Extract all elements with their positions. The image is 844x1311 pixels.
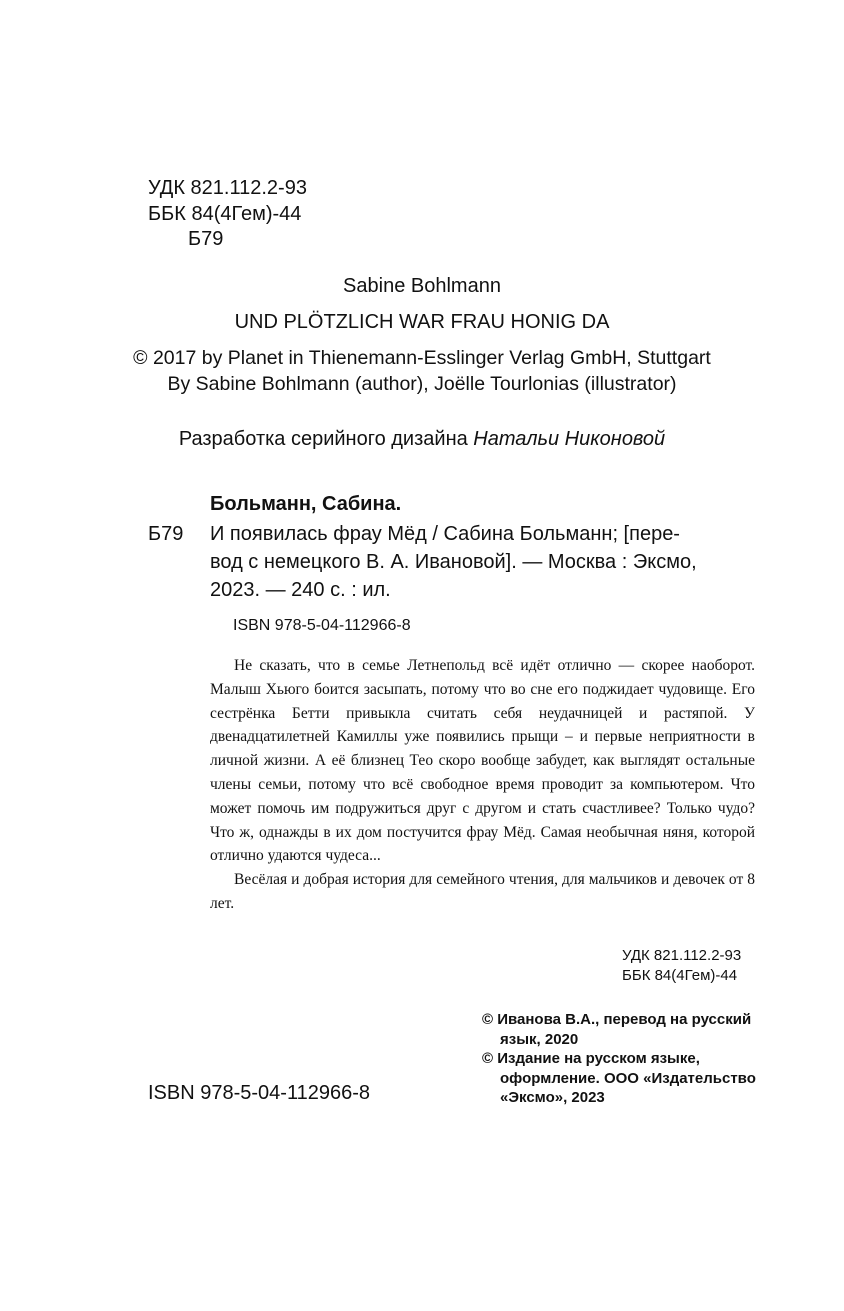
udk-code: УДК 821.112.2-93 — [148, 177, 307, 199]
design-credit-prefix: Разработка серийного дизайна — [178, 428, 474, 450]
annotation-paragraph-2: Весёлая и добрая история для семейного чтения, для мальчиков и девочек от 8 лет. — [210, 871, 755, 912]
bib-heading: Больманн, Сабина. — [210, 493, 402, 515]
copyright-notices — [482, 1010, 762, 1108]
bib-line-3: 2023. — 240 с. : ил. — [210, 579, 391, 601]
bbk-code: ББК 84(4Гем)-44 — [148, 203, 302, 225]
annotation — [210, 654, 755, 916]
bib-mark: Б79 — [148, 523, 184, 545]
bib-line-2: вод с немецкого В. А. Ивановой]. — Москва : Эксмо, — [210, 551, 697, 573]
original-copyright-line-1: © 2017 by Planet in Thienemann-Esslinger Verlag GmbH, Stuttgart — [133, 347, 711, 369]
footer-udk: УДК 821.112.2-93 — [622, 947, 742, 964]
copyright-translation: © Иванова В.А., перевод на русский язык, 2020 — [482, 1011, 752, 1048]
original-title: UND PLÖTZLICH WAR FRAU HONIG DA — [234, 311, 610, 333]
bib-isbn: ISBN 978-5-04-112966-8 — [233, 617, 411, 634]
bib-line-1: И появилась фрау Мёд / Сабина Больманн; [пере- — [210, 523, 680, 545]
isbn-bottom: ISBN 978-5-04-112966-8 — [148, 1082, 370, 1104]
annotation-paragraph-1: Не сказать, что в семье Летнепольд всё идёт отлично — скорее наоборот. Малыш Хьюго боится засыпать, потому что во сне его поджидает чудовище. Его сестрёнка Бетти привыкла считать себя неудачницей и растяпой. У двенадцатилетней Камиллы уже появились прыщи – и первые неприятности в личной жизни. А её близнец Тео скоро вообще забудет, как выглядят остальные члены семьи, потому что всё свободное время проводит за компьютером. Что может помочь им подружиться друг с другом и стать счастливее? Только чудо? Что ж, однажды в их дом постучится фрау Мёд. Самая необычная няня, которой отлично удаются чудеса... — [210, 657, 755, 865]
author-mark: Б79 — [188, 228, 224, 250]
original-copyright-line-2: By Sabine Bohlmann (author), Joëlle Tourlonias (illustrator) — [167, 373, 677, 395]
design-credit — [0, 428, 844, 451]
footer-bbk: ББК 84(4Гем)-44 — [622, 967, 738, 984]
copyright-edition: © Издание на русском языке, оформление. ООО «Издательство «Эксмо», 2023 — [482, 1050, 756, 1106]
original-author: Sabine Bohlmann — [343, 275, 501, 297]
designer-name: Натальи Никоновой — [473, 428, 666, 450]
